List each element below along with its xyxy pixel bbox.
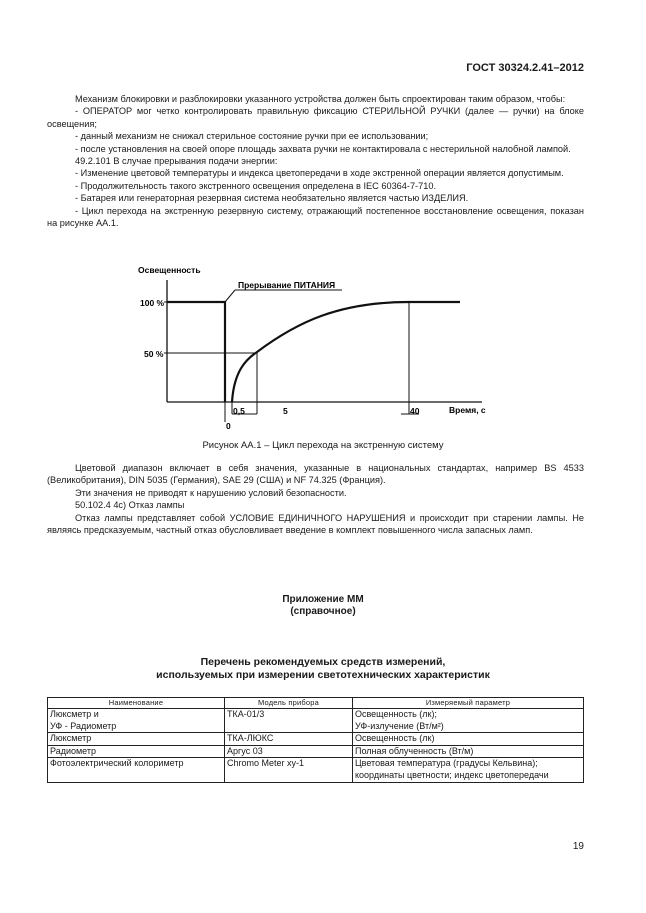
series-line-before (167, 302, 225, 402)
table-cell: Освещенность (лк) (353, 733, 584, 746)
paragraph: Механизм блокировки и разблокировки указанного устройства должен быть спроектирован таким образом, чтобы: (75, 94, 566, 104)
paragraph: Отказ лампы представляет собой УСЛОВИЕ ЕДИНИЧНОГО НАРУШЕНИЯ и происходит при старении лампы. Не являясь предсказуемым, частный отказ обусловливает введение в комплект повышенного числа запасных ламп. (47, 512, 584, 536)
y-axis-label: Освещенность (138, 265, 201, 275)
table-cell: ТКА-01/3 (225, 709, 353, 733)
appendix-heading: используемых при измерении светотехнических характеристик (156, 669, 490, 681)
column-header: Модель прибора (225, 698, 353, 709)
paragraph: - ОПЕРАТОР мог четко контролировать правильную фиксацию СТЕРИЛЬНОЙ РУЧКИ (далее — ручки) на блоке освещения; (47, 106, 584, 129)
paragraph: Эти значения не приводят к нарушению условий безопасности. (75, 487, 347, 498)
table-cell: Цветовая температура (градусы Кельвина); координаты цветности; индекс цветопередачи (353, 758, 584, 782)
paragraph: - Изменение цветовой температуры и индекса цветопередачи в ходе экстренной операции является допустимым. (75, 168, 564, 179)
paragraph: - Батарея или генераторная резервная система необязательно является частью ИЗДЕЛИЯ. (75, 193, 469, 204)
paragraph: - данный механизм не снижал стерильное состояние ручки при ее использовании; (75, 131, 429, 142)
table-header-row (48, 698, 584, 709)
table-row (48, 709, 584, 733)
x-tick-label: 0,5 (233, 406, 245, 416)
table-row (48, 758, 584, 782)
y-tick-label: 50 % (144, 349, 164, 359)
y-tick-label: 100 % (140, 298, 165, 308)
x-axis-label: Время, с (449, 405, 486, 415)
table-row (48, 733, 584, 746)
instruments-table (47, 697, 584, 783)
standard-header: ГОСТ 30324.2.41–2012 (466, 62, 584, 74)
x-tick-label: 40 (410, 406, 420, 416)
table-cell: Освещенность (лк); УФ-излучение (Вт/м²) (353, 709, 584, 733)
series-line-recovery (232, 302, 460, 402)
appendix-subtitle: (справочное) (290, 606, 356, 617)
page-number: 19 (572, 841, 584, 852)
figure-chart (110, 262, 510, 436)
paragraph: - после установления на своей опоре площадь захвата ручки не контактировала с нестерильной налобной лампой. (75, 143, 571, 154)
annotation-label: Прерывание ПИТАНИЯ (238, 280, 336, 290)
appendix-heading: Перечень рекомендуемых средств измерений, (200, 656, 446, 668)
column-header: Наименование (48, 698, 225, 709)
table-cell: ТКА-ЛЮКС (225, 733, 353, 746)
appendix-title: Приложение ММ (282, 594, 364, 605)
paragraph: - Продолжительность такого экстренного освещения определена в IEC 60364-7-710. (75, 180, 437, 191)
body-text-bottom (47, 462, 584, 536)
table-cell: Аргус 03 (225, 745, 353, 758)
column-header: Измеряемый параметр (353, 698, 584, 709)
annotation-leader (225, 290, 235, 302)
table-cell: Фотоэлектрический колориметр (48, 758, 225, 782)
paragraph: - Цикл перехода на экстренную резервную систему, отражающий постепенное восстановление освещения, показан на рисунке АА.1. (47, 205, 584, 229)
paragraph: 49.2.101 В случае прерывания подачи энергии: (75, 156, 278, 167)
x-tick-label: 5 (283, 406, 288, 416)
paragraph: 50.102.4 4c) Отказ лампы (75, 500, 185, 511)
table-row (48, 745, 584, 758)
table-cell: Полная облученность (Вт/м) (353, 745, 584, 758)
figure-caption: Рисунок АА.1 – Цикл перехода на экстренную систему (202, 440, 444, 451)
table-cell: Люксметр (48, 733, 225, 746)
x-tick-label: 0 (226, 421, 231, 431)
table-cell: Радиометр (48, 745, 225, 758)
table-cell: Chromo Meter xy-1 (225, 758, 353, 782)
body-text-top (47, 93, 584, 229)
table-cell: Люксметр и УФ - Радиометр (48, 709, 225, 733)
paragraph: Цветовой диапазон включает в себя значения, указанные в национальных стандартах, например BS 4533 (Великобритания), DIN 5035 (Германия), SAE 29 (США) и NF 74.325 (Франция). (47, 463, 584, 486)
